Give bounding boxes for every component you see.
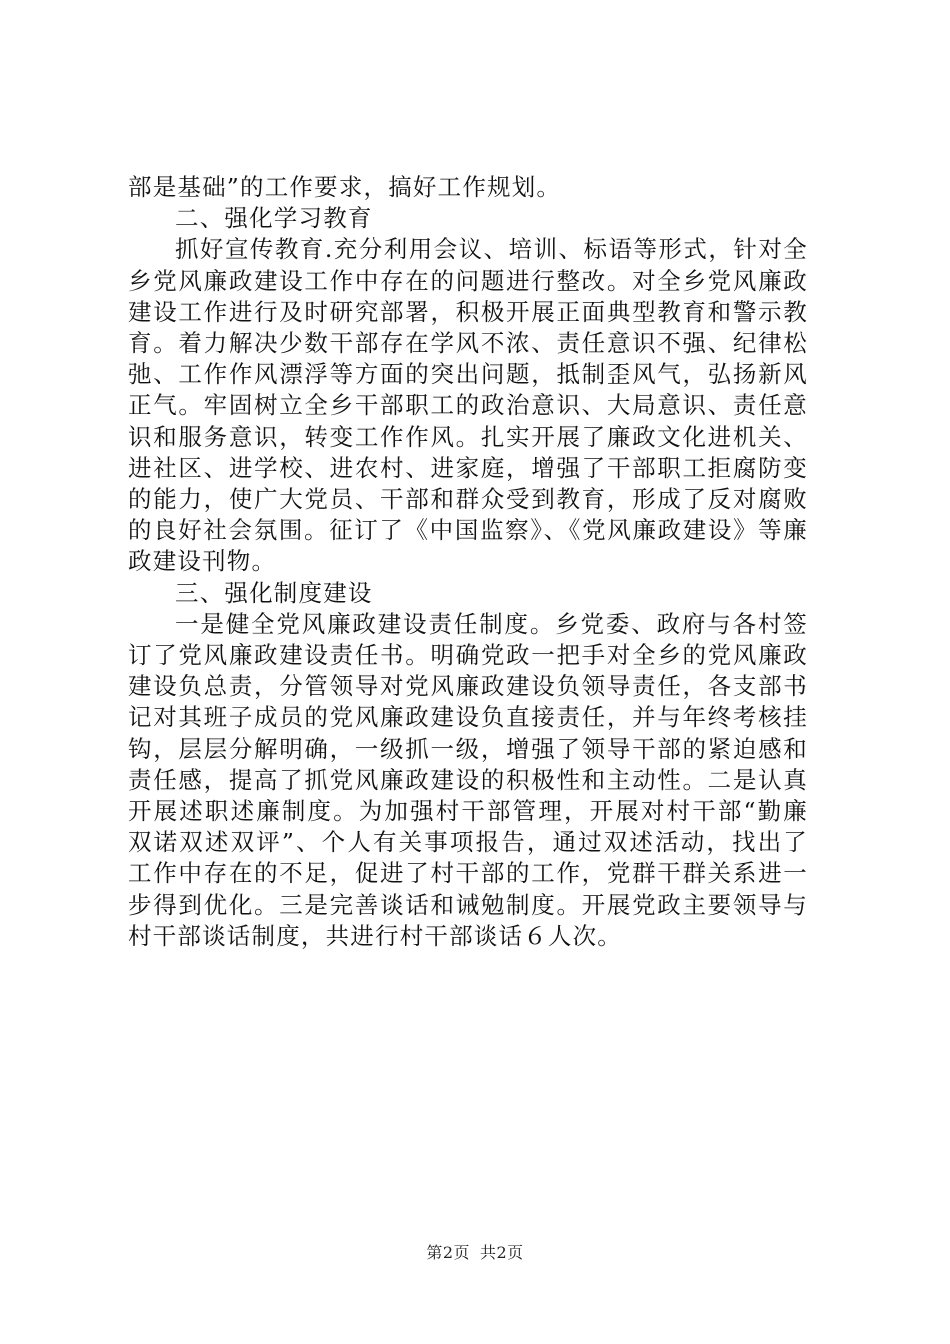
document-body [128,172,808,952]
paragraph-continuation: 部是基础”的工作要求，搞好工作规划。 [128,173,562,201]
section-heading-study-education: 二、强化学习教育 [175,204,373,233]
paragraph-study-education: 抓好宣传教育.充分利用会议、培训、标语等形式，针对全乡党风廉政建设工作中存在的问题进行整改。对全乡党风廉政建设工作进行及时研究部署，积极开展正面典型教育和警示教育。着力解决少数干部存在学风不浓、责任意识不强、纪律松弛、工作作风漂浮等方面的突出问题，抵制歪风气，弘扬新风正气。牢固树立全乡干部职工的政治意识、大局意识、责任意识和服务意识，转变工作作风。扎实开展了廉政文化进机关、进社区、进学校、进农村、进家庭，增强了干部职工拒腐防变的能力，使广大党员、干部和群众受到教育，形成了反对腐败的良好社会氛围。征订了《中国监察》、《党风廉政建设》等廉政建设刊物。 [128,235,808,576]
page-number: 第2页 [426,1243,470,1262]
page-total: 共2页 [480,1243,524,1262]
page-footer [0,1242,950,1264]
section-heading-system-building: 三、强化制度建设 [175,578,373,607]
paragraph-system-building: 一是健全党风廉政建设责任制度。乡党委、政府与各村签订了党风廉政建设责任书。明确党政一把手对全乡的党风廉政建设负总责，分管领导对党风廉政建设负领导责任，各支部书记对其班子成员的党风廉政建设负直接责任，并与年终考核挂钩，层层分解明确，一级抓一级，增强了领导干部的紧迫感和责任感，提高了抓党风廉政建设的积极性和主动性。二是认真开展述职述廉制度。为加强村干部管理，开展对村干部“勤廉双诺双述双评”、个人有关事项报告，通过双述活动，找出了工作中存在的不足，促进了村干部的工作，党群干群关系进一步得到优化。三是完善谈话和诫勉制度。开展党政主要领导与村干部谈话制度，共进行村干部谈话６人次。 [128,609,808,950]
